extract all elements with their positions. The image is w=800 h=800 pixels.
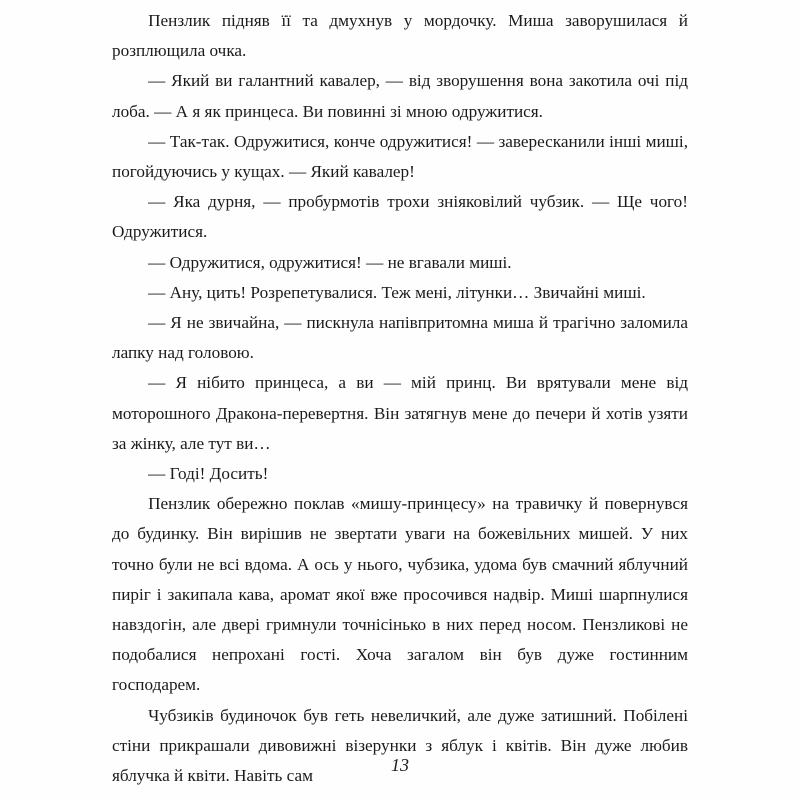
paragraph: Чубзиків будиночок був геть невеличкий, але дуже затишний. Побілені стіни прикрашали дивовижні візерунки з яблук і квітів. Він дуже любив яблучка й квіти. Навіть сам [112, 705, 688, 786]
paragraph: — Так-так. Одружитися, конче одружитися! — завересканили інші миші, погойдуючись у кущах. — Який кавалер! [112, 131, 688, 182]
paragraph: — Ану, цить! Розрепетувалися. Теж мені, літунки… Звичайні миші. [148, 282, 646, 302]
paragraph: Пензлик підняв її та дмухнув у мордочку. Миша заворушилася й розплющила очка. [112, 11, 688, 61]
page-text-block [112, 6, 688, 791]
paragraph: — Одружитися, одружитися! — не вгавали миші. [148, 252, 512, 272]
paragraph: — Годі! Досить! [148, 464, 269, 484]
paragraph: Пензлик обережно поклав «мишу-принцесу» на травичку й повернувся до будинку. Він вирішив не звертати уваги на божевільних мишей. У них точно були не всі вдома. А ось у нього, чубзика, удома був смачний яблучний пиріг і закипала кава, аромат якої вже просочився надвір. Миші шарпнулися навздогін, але двері гримнули точнісінько в них перед носом. Пензликові не подобалися непрохані гості. Хоча загалом він був дуже гостинним господарем. [112, 494, 688, 695]
page-number: 13 [391, 755, 409, 775]
paragraph: — Я не звичайна, — пискнула напівпритомна миша й трагічно заломила лапку над головою. [112, 313, 688, 363]
paragraph: — Я нібито принцеса, а ви — мій принц. Ви врятували мене від моторошного Дракона-перевертня. Він затягнув мене до печери й хотів узяти за жінку, але тут ви… [112, 373, 688, 453]
paragraph: — Яка дурня, — пробурмотів трохи зніяковілий чубзик. — Ще чого! Одружитися. [112, 192, 688, 242]
paragraph: — Який ви галантний кавалер, — від зворушення вона закотила очі під лоба. — А я як принцеса. Ви повинні зі мною одружитися. [112, 71, 688, 121]
